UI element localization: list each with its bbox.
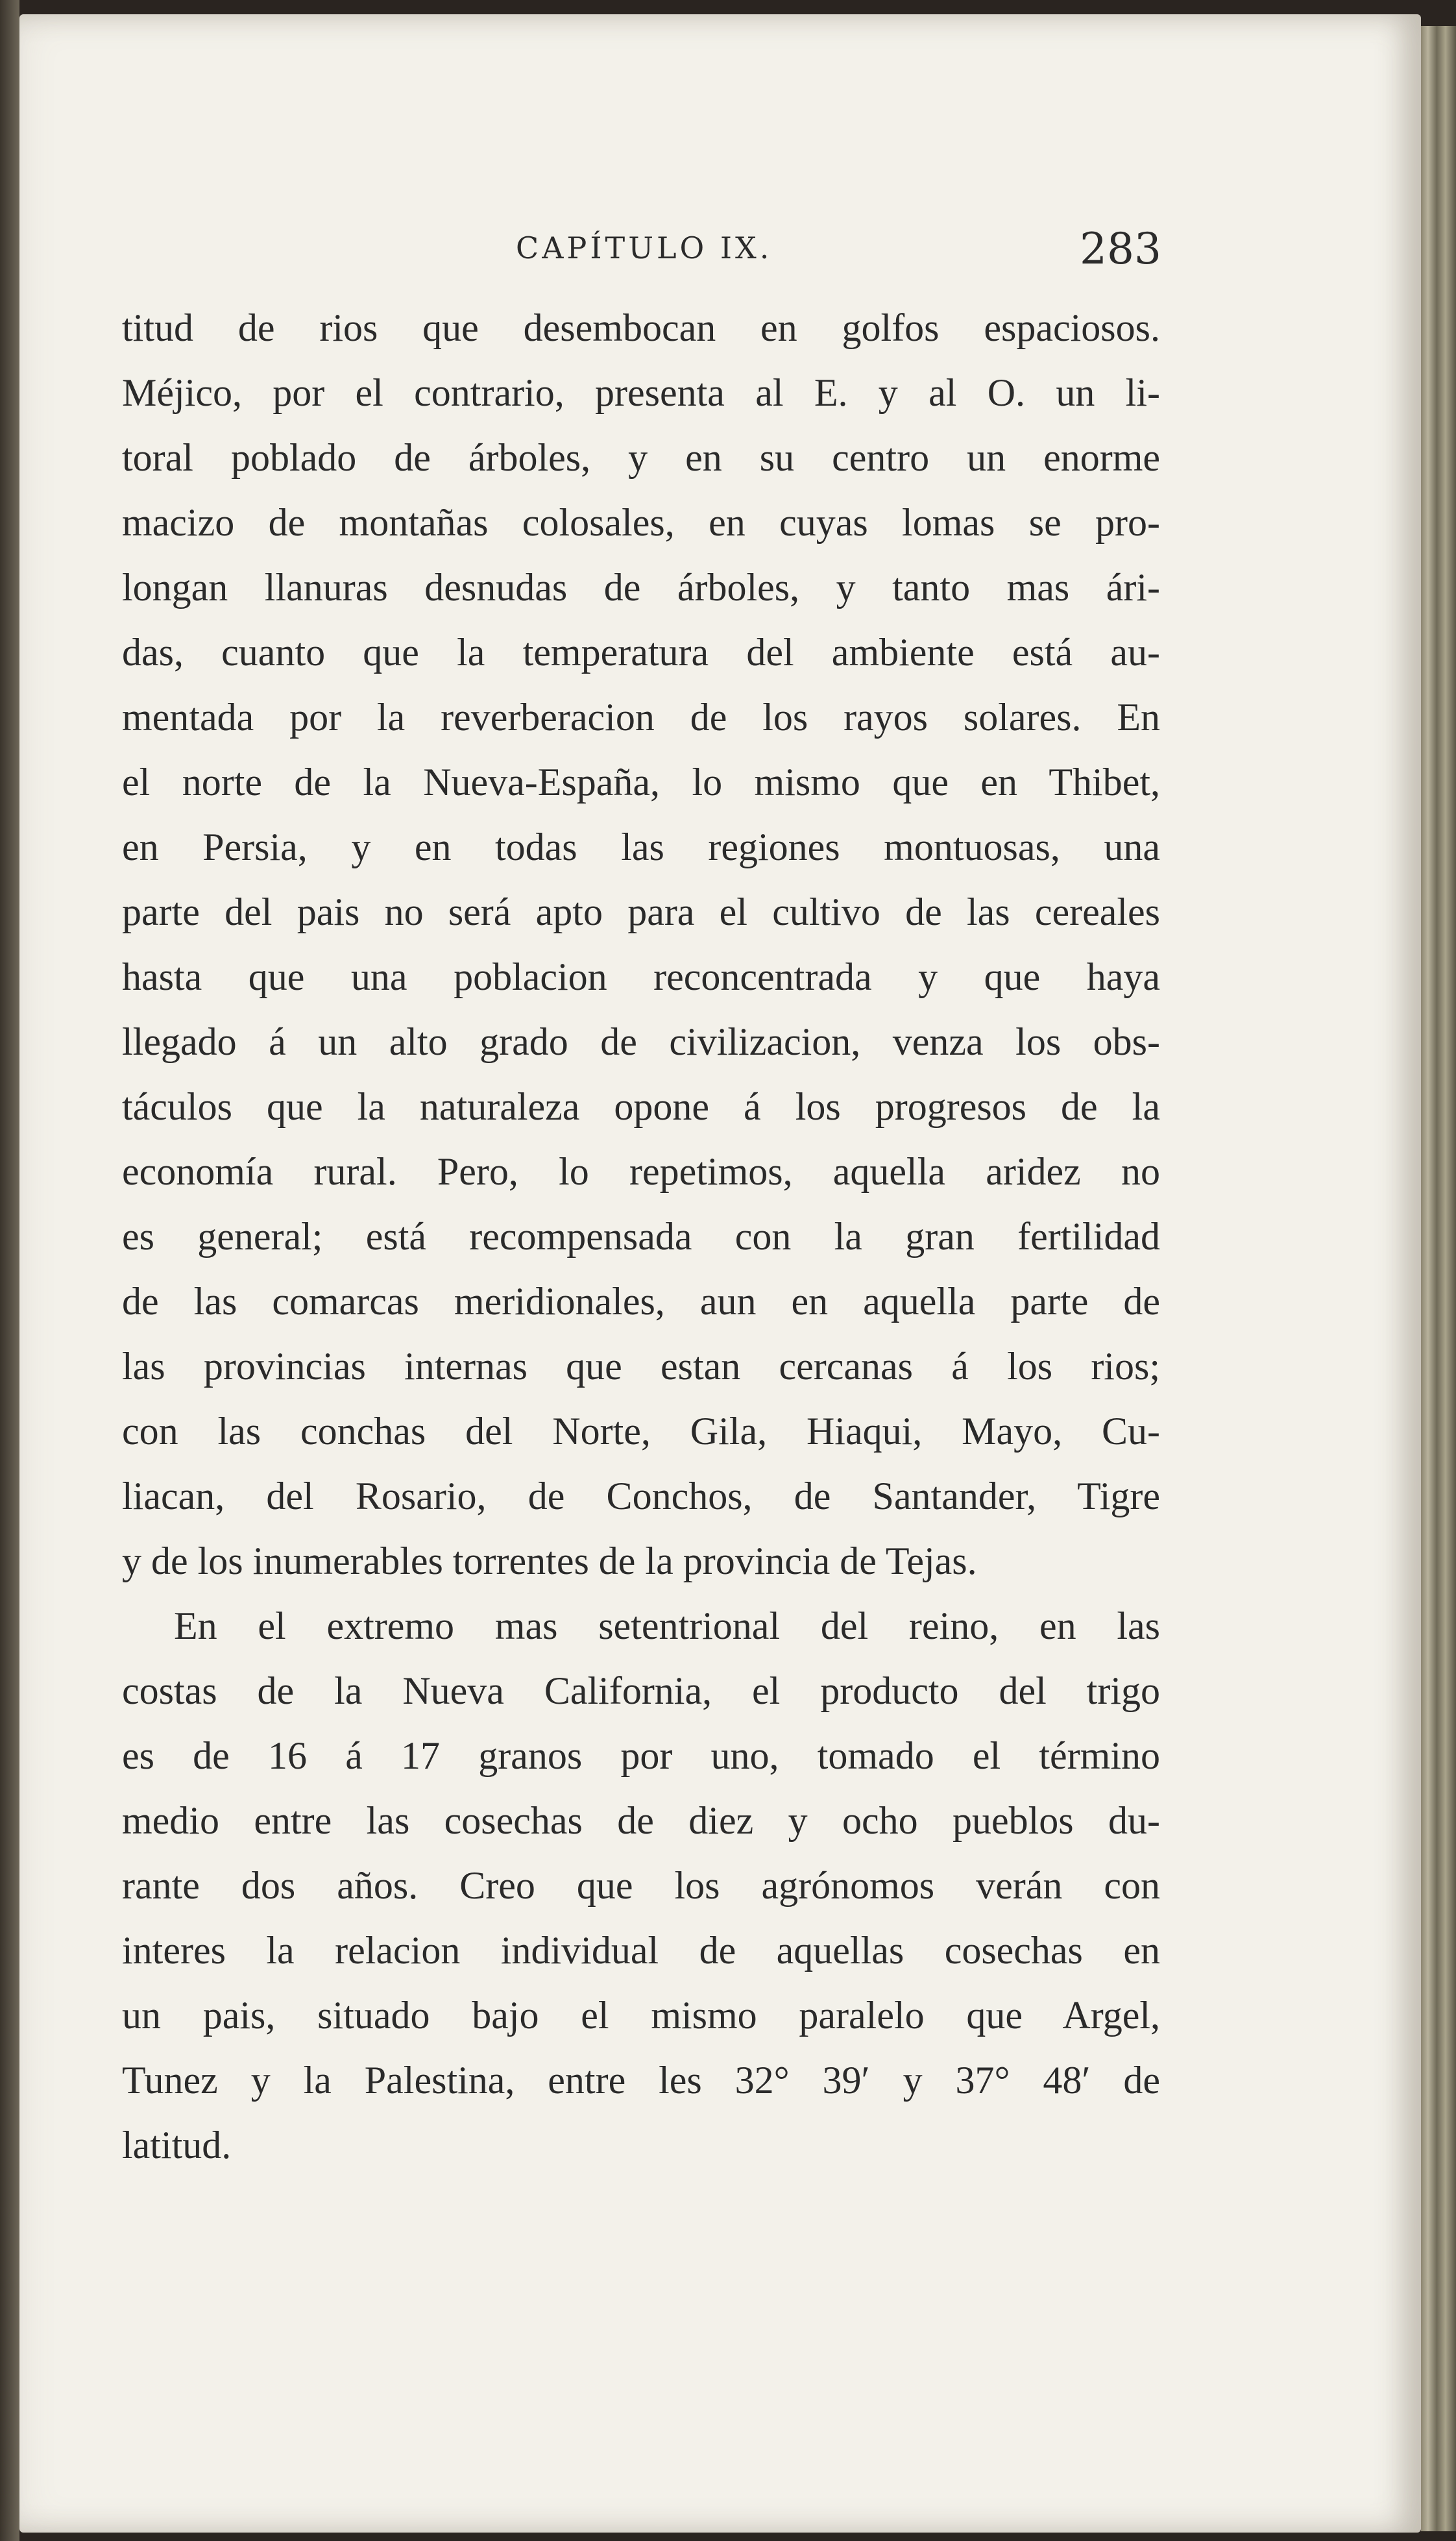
text-line: es de 16 á 17 granos por uno, tomado el término	[122, 1734, 1160, 1777]
text-line: llegado á un alto grado de civilizacion, venza los obs-	[122, 1020, 1160, 1063]
text-line: Méjico, por el contrario, presenta al E. y al O. un li-	[122, 371, 1160, 414]
text-line: táculos que la naturaleza opone á los progresos de la	[122, 1085, 1160, 1128]
text-line: y de los inumerables torrentes de la provincia de Tejas.	[122, 1540, 977, 1582]
text-line: hasta que una poblacion reconcentrada y que haya	[122, 955, 1160, 998]
text-line: longan llanuras desnudas de árboles, y tanto mas ári-	[122, 566, 1160, 609]
text-line: titud de rios que desembocan en golfos espaciosos.	[122, 306, 1160, 349]
body-text	[122, 295, 1160, 2178]
text-line: toral poblado de árboles, y en su centro un enorme	[122, 436, 1160, 479]
text-line: interes la relacion individual de aquellas cosechas en	[122, 1929, 1160, 1972]
page-header	[123, 224, 1161, 276]
text-line: con las conchas del Norte, Gila, Hiaqui, Mayo, Cu-	[122, 1410, 1160, 1453]
text-line: en Persia, y en todas las regiones montuosas, una	[122, 826, 1160, 868]
text-line: parte del pais no será apto para el cultivo de las cereales	[122, 890, 1160, 933]
text-line: costas de la Nueva California, el producto del trigo	[122, 1669, 1160, 1712]
text-line: macizo de montañas colosales, en cuyas lomas se pro-	[122, 501, 1160, 544]
text-line: Tunez y la Palestina, entre les 32° 39′ y 37° 48′ de	[122, 2059, 1160, 2102]
text-line: das, cuanto que la temperatura del ambiente está au-	[122, 631, 1160, 674]
text-line: rante dos años. Creo que los agrónomos verán con	[122, 1864, 1160, 1907]
text-line: En el extremo mas setentrional del reino, en las	[174, 1604, 1160, 1647]
text-line: medio entre las cosechas de diez y ocho pueblos du-	[122, 1799, 1160, 1842]
text-line: es general; está recompensada con la gran fertilidad	[122, 1215, 1160, 1258]
text-line: un pais, situado bajo el mismo paralelo que Argel,	[122, 1994, 1160, 2037]
text-line: de las comarcas meridionales, aun en aquella parte de	[122, 1280, 1160, 1323]
text-line: mentada por la reverberacion de los rayos solares. En	[122, 696, 1160, 739]
text-line: las provincias internas que estan cercanas á los rios;	[122, 1345, 1160, 1388]
page-number: 283	[1080, 224, 1161, 274]
book-gutter	[0, 0, 19, 2541]
text-line: liacan, del Rosario, de Conchos, de Santander, Tigre	[122, 1475, 1160, 1517]
running-head: CAPÍTULO IX.	[516, 230, 773, 265]
page-edges	[1421, 26, 1456, 2531]
text-line: latitud.	[122, 2124, 232, 2167]
text-line: economía rural. Pero, lo repetimos, aquella aridez no	[122, 1150, 1160, 1193]
text-line: el norte de la Nueva-España, lo mismo que en Thibet,	[122, 761, 1160, 804]
